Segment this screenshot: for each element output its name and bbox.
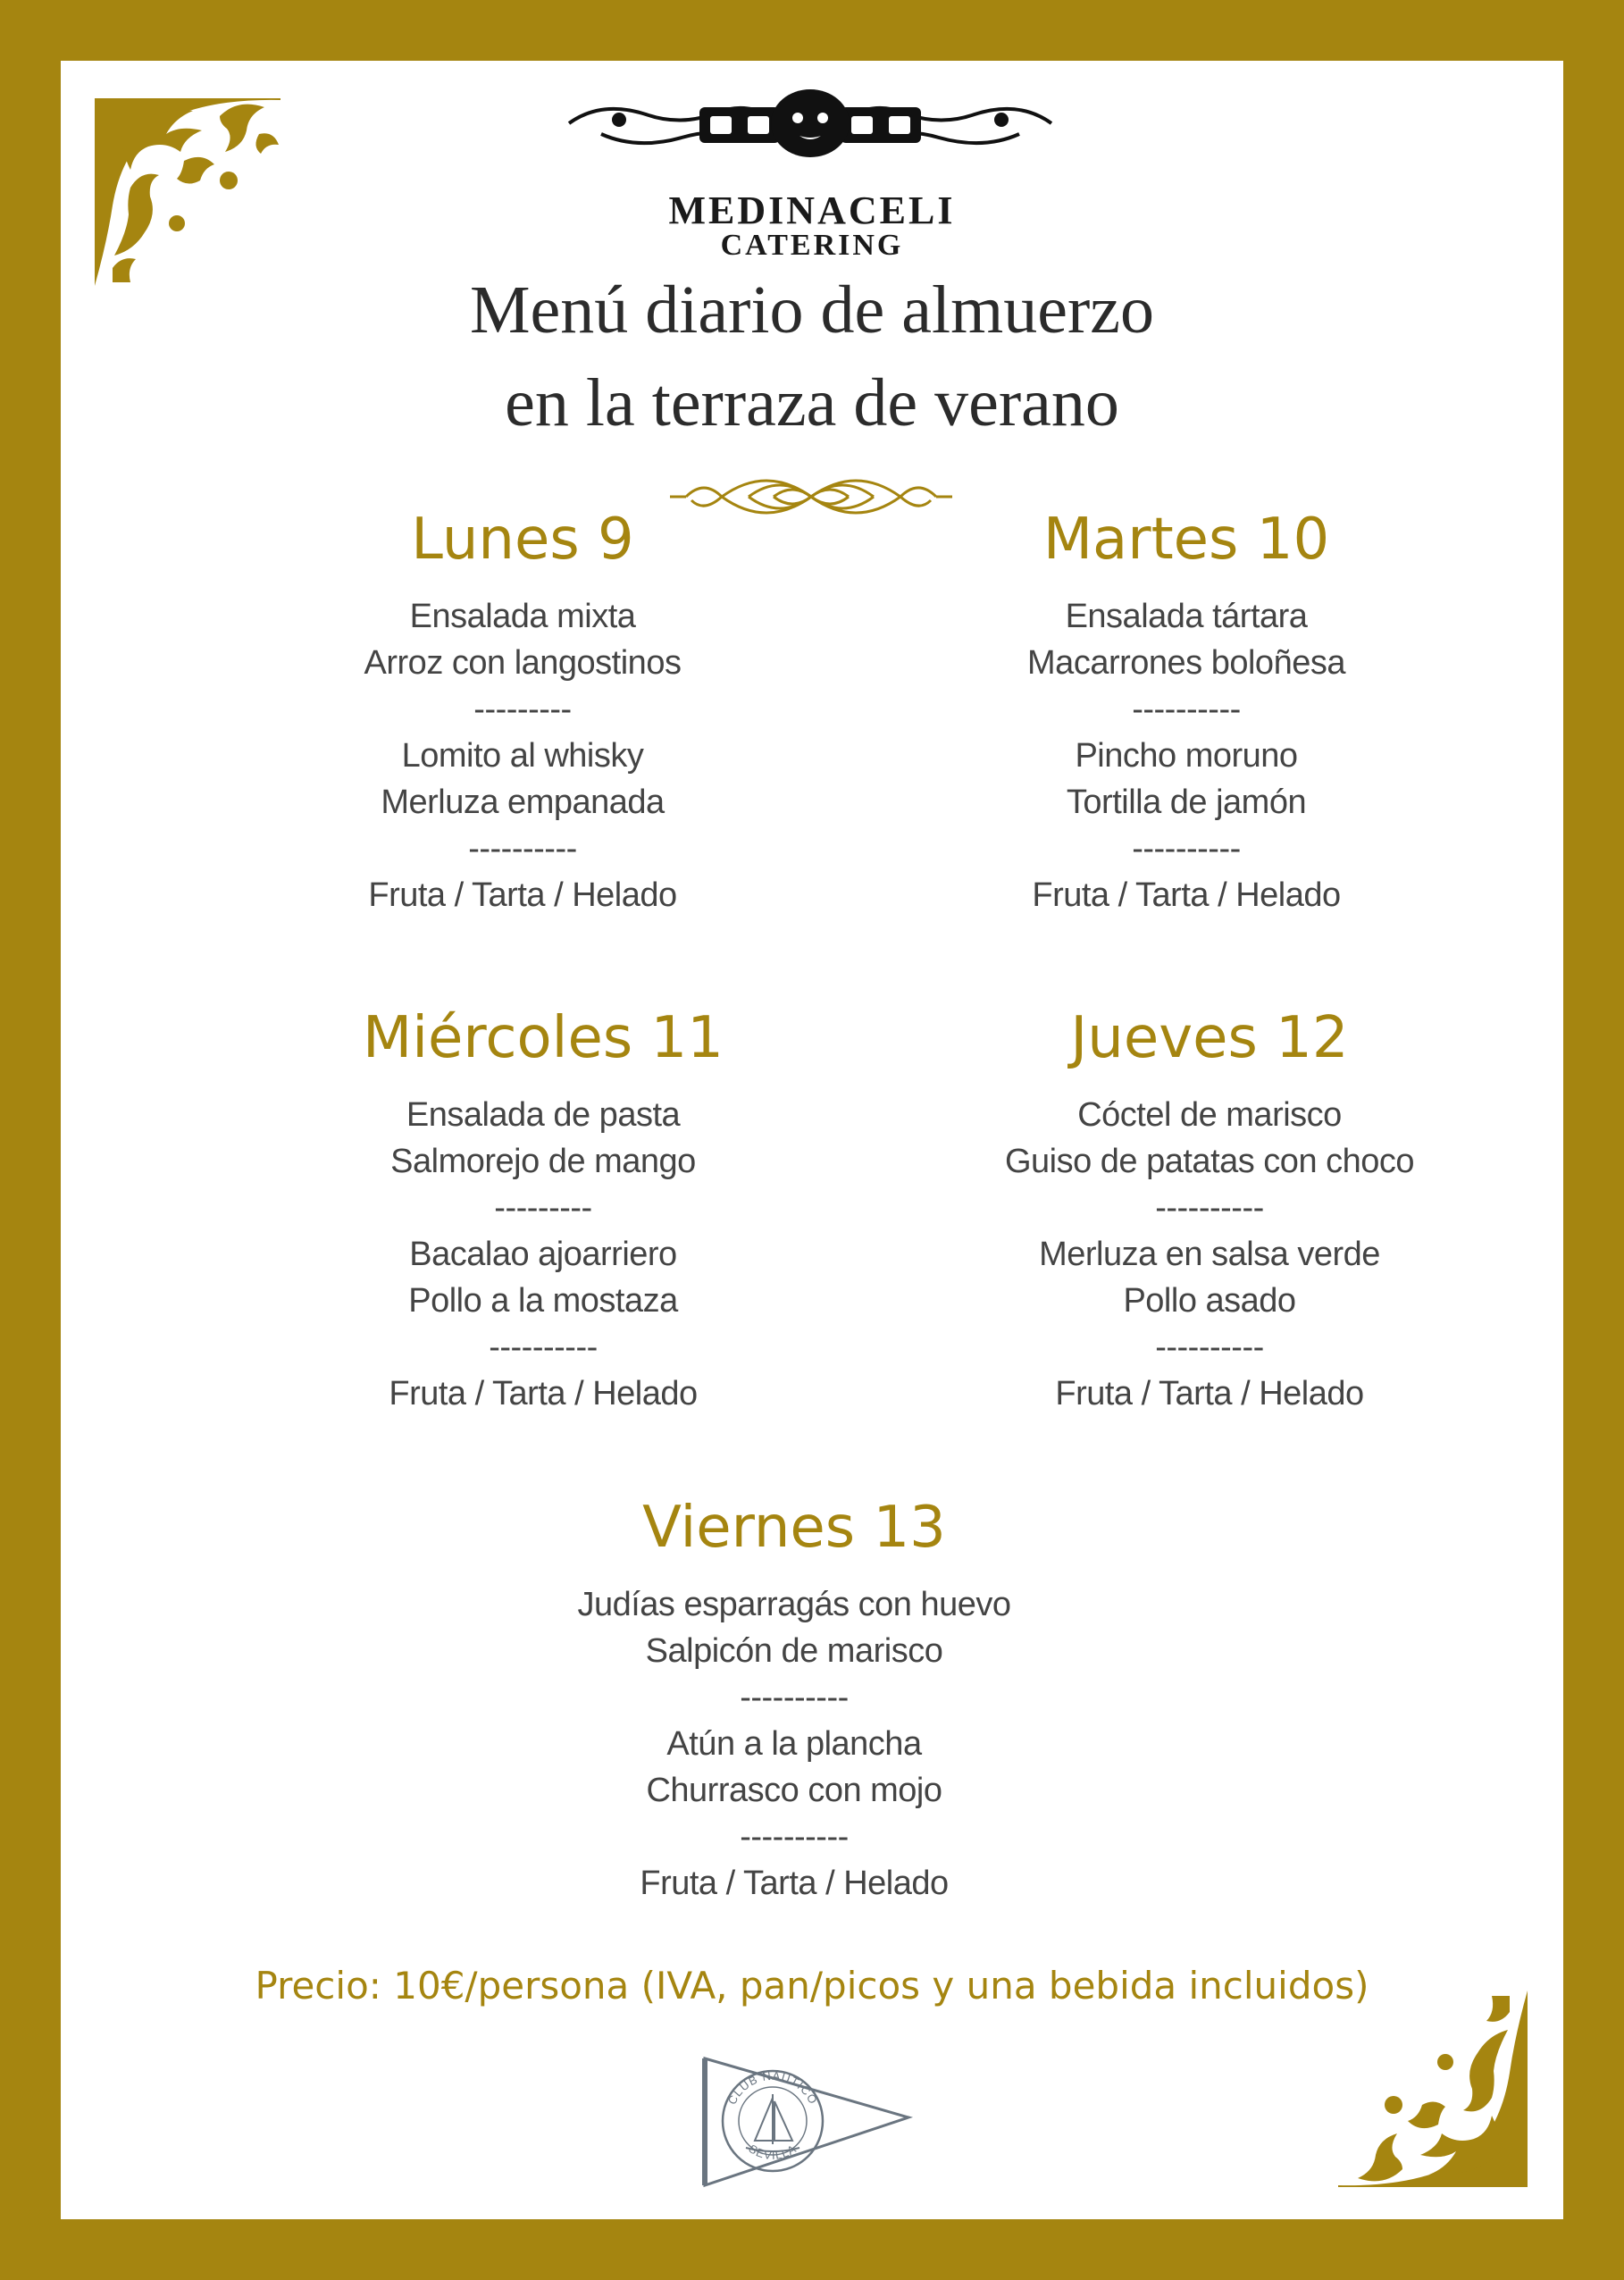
day-block-monday: [183, 495, 862, 918]
day-block-thursday: [870, 993, 1549, 1417]
menu-separator: ----------: [468, 830, 577, 868]
menu-line: Ensalada de pasta: [406, 1096, 681, 1134]
menu-line: Pollo asado: [1123, 1282, 1296, 1320]
day-heading: Martes 10: [1042, 507, 1330, 573]
menu-line: Pollo a la mostaza: [408, 1282, 678, 1320]
menu-line: Bacalao ajoarriero: [409, 1236, 677, 1273]
menu-line: Pincho moruno: [1075, 737, 1298, 775]
menu-separator: ---------: [494, 1189, 592, 1227]
menu-line: Tortilla de jamón: [1066, 784, 1307, 821]
menu-line: Lomito al whisky: [401, 737, 644, 775]
pennant-logo-icon: [699, 2055, 914, 2189]
menu-line: Fruta / Tarta / Helado: [1032, 876, 1341, 914]
menu-line: Salmorejo de mango: [390, 1143, 696, 1180]
day-block-friday: [455, 1483, 1134, 1907]
club-logo-bottom-text: SEVILLA: [746, 2142, 799, 2163]
menu-line: Fruta / Tarta / Helado: [368, 876, 677, 914]
menu-line: Ensalada tártara: [1065, 598, 1308, 635]
menu-line: Merluza en salsa verde: [1039, 1236, 1380, 1273]
menu-line: Cóctel de marisco: [1077, 1096, 1342, 1134]
menu-line: Arroz con langostinos: [364, 644, 682, 682]
day-block-wednesday: [204, 993, 883, 1417]
club-logo-top-text: CLUB NÁUTICO: [724, 2068, 821, 2108]
page-title-line-2: en la terraza de verano: [505, 365, 1119, 440]
menu-line: Guiso de patatas con choco: [1004, 1143, 1415, 1180]
menu-page: [61, 61, 1563, 2219]
corner-ornament-icon: [1338, 1991, 1528, 2187]
menu-separator: ----------: [740, 1679, 849, 1716]
menu-separator: ----------: [740, 1818, 849, 1856]
brand-subtitle: CATERING: [720, 229, 904, 262]
svg-text:SEVILLA: [747, 2142, 799, 2162]
day-heading: Viernes 13: [642, 1495, 946, 1561]
menu-separator: ----------: [1132, 830, 1241, 868]
menu-line: Merluza empanada: [381, 784, 665, 821]
page-title-line-1: Menú diario de almuerzo: [469, 272, 1155, 348]
menu-line: Salpicón de marisco: [645, 1632, 943, 1670]
day-heading: Jueves 12: [1070, 1005, 1349, 1071]
day-block-tuesday: [847, 495, 1526, 918]
menu-line: Ensalada mixta: [409, 598, 636, 635]
menu-line: Macarrones boloñesa: [1027, 644, 1345, 682]
day-heading: Lunes 9: [411, 507, 634, 573]
menu-line: Fruta / Tarta / Helado: [389, 1375, 698, 1412]
menu-separator: ----------: [1132, 691, 1241, 728]
menu-separator: ---------: [473, 691, 572, 728]
price-note: Precio: 10€/persona (IVA, pan/picos y una bebida incluidos): [255, 1964, 1369, 2008]
crest-icon: [565, 88, 1055, 159]
menu-line: Fruta / Tarta / Helado: [1055, 1375, 1364, 1412]
menu-separator: ----------: [1155, 1189, 1264, 1227]
menu-line: Judías esparragás con huevo: [577, 1586, 1011, 1623]
menu-line: Atún a la plancha: [666, 1725, 922, 1763]
menu-separator: ----------: [1155, 1329, 1264, 1366]
day-heading: Miércoles 11: [363, 1005, 724, 1071]
menu-separator: ----------: [489, 1329, 598, 1366]
menu-line: Fruta / Tarta / Helado: [640, 1865, 949, 1902]
menu-line: Churrasco con mojo: [646, 1772, 942, 1809]
brand-name: MEDINACELI: [668, 189, 956, 232]
